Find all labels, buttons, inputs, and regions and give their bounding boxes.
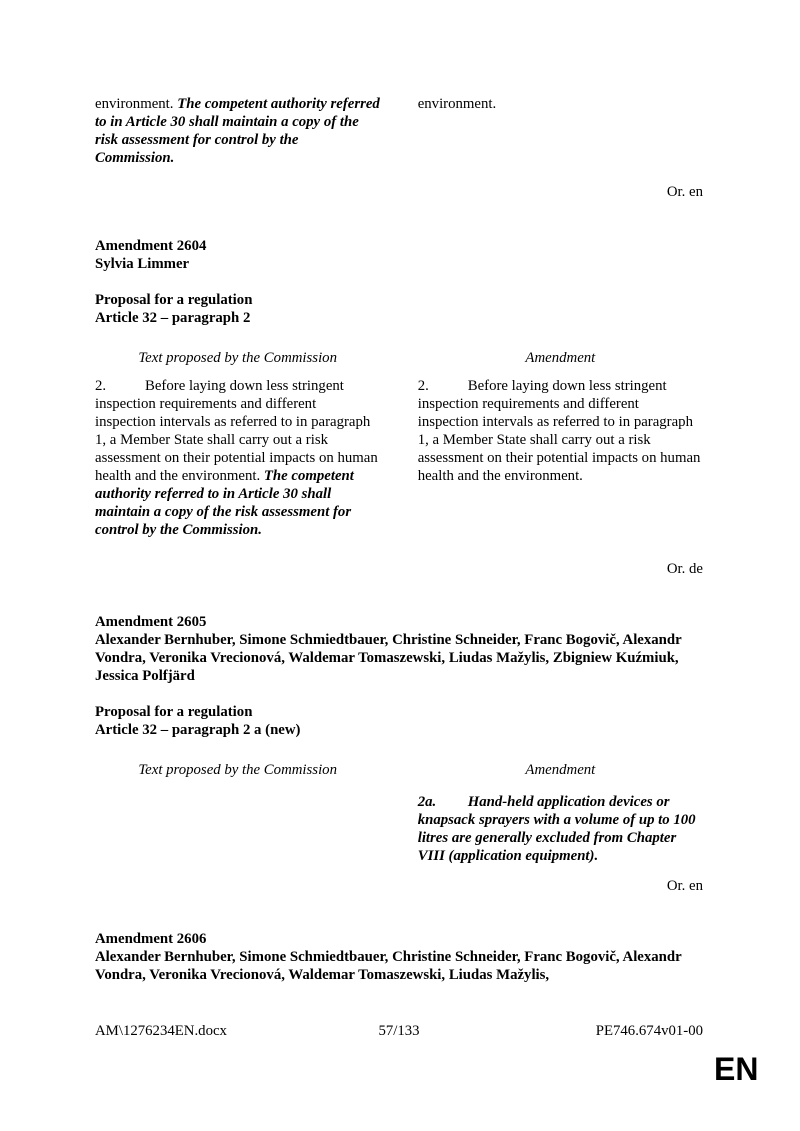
column-gap [380,761,417,779]
page-footer [95,1022,703,1040]
amendment-text [418,377,703,539]
commission-text-plain: environment. [95,96,178,112]
amendment-authors: Sylvia Limmer [95,256,190,272]
amendment-2605-heading [95,613,703,685]
amendment-text [418,95,703,167]
paragraph-number: 2a. [417,794,437,810]
footer-reference: PE746.674v01-00 [595,1023,704,1039]
footer-document-name: AM\1276234EN.docx [95,1023,227,1039]
paragraph-number: 2. [417,378,429,394]
language-marker: EN [714,1051,759,1087]
amendment-text-plain: environment. [417,96,497,112]
origin-language-line: Or. en [666,184,703,200]
amendment-2604-column-headers [95,349,703,367]
amendment-2605-column-headers [95,761,703,779]
column-gap [380,95,417,167]
previous-amendment-columns [95,95,703,167]
commission-text-header: Text proposed by the Commission [138,762,337,778]
commission-text-header: Text proposed by the Commission [138,350,337,366]
article-reference: Article 32 – paragraph 2 a (new) [95,722,301,738]
column-gap [380,793,417,865]
paragraph-number: 2. [95,378,107,394]
commission-text-plain: Before laying down less stringent inspection requirements and different inspection intervals as referred to in paragraph 1, a Member State shall carry out a risk assessment on their potential impacts on human health and the environment. [95,378,378,484]
origin-language-line: Or. en [666,878,703,894]
amendment-number: Amendment 2605 [95,614,207,630]
commission-text [95,793,380,865]
amendment-header: Amendment [525,762,596,778]
origin-language-line: Or. de [666,561,703,577]
column-gap [380,377,417,539]
amendment-number: Amendment 2606 [95,931,207,947]
amendment-text [418,793,703,865]
amendment-number: Amendment 2604 [95,238,207,254]
amendment-2606-heading [95,930,703,984]
commission-text [95,95,380,167]
amendment-2604-subject [95,291,703,327]
page-content [95,0,703,984]
commission-text-emphasis: The competent authority referred to in Article 30 shall maintain a copy of the risk assessment for control by the Commission. [95,468,354,538]
amendment-text-plain: Before laying down less stringent inspection requirements and different inspection intervals as referred to in paragraph 1, a Member State shall carry out a risk assessment on their potential impacts on human health and the environment. [417,378,701,484]
article-reference: Article 32 – paragraph 2 [95,310,251,326]
amendment-authors: Alexander Bernhuber, Simone Schmiedtbauer, Christine Schneider, Franc Bogovič, Alexandr Vondra, Veronika Vrecionová, Waldemar Tomaszewski, Liudas Mažylis, [95,949,682,983]
commission-text-emphasis: The competent authority referred to in Article 30 shall maintain a copy of the risk assessment for control by the Commission. [95,96,380,166]
proposal-for-regulation: Proposal for a regulation [95,292,253,308]
amendment-text-emphasis: Hand-held application devices or knapsack sprayers with a volume of up to 100 litres are generally excluded from Chapter VIII (application equipment). [417,794,696,864]
amendment-2604-heading [95,237,703,273]
proposal-for-regulation: Proposal for a regulation [95,704,253,720]
amendment-2604-columns [95,377,703,539]
amendment-2605-columns [95,793,703,865]
commission-text [95,377,380,539]
amendment-header: Amendment [525,350,596,366]
amendment-2605-subject [95,703,703,739]
footer-page-number: 57/133 [378,1023,420,1039]
amendment-authors: Alexander Bernhuber, Simone Schmiedtbauer, Christine Schneider, Franc Bogovič, Alexandr Vondra, Veronika Vrecionová, Waldemar Tomaszewski, Liudas Mažylis, Zbigniew Kuźmiuk, Jessica Polfjärd [95,632,682,684]
column-gap [380,349,417,367]
